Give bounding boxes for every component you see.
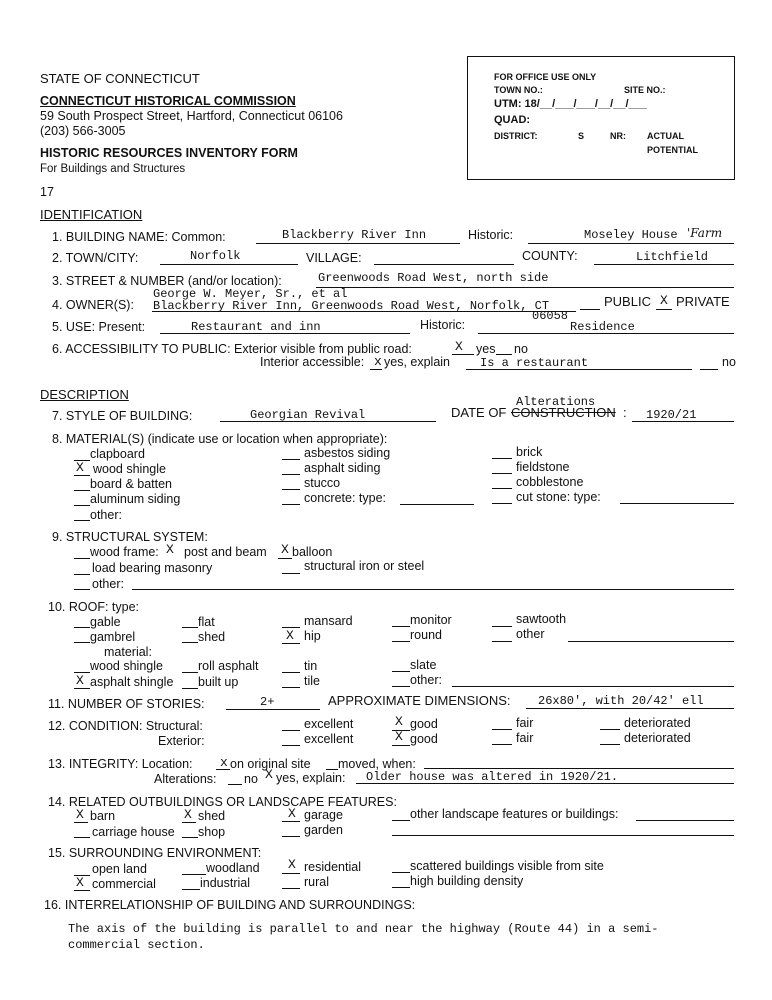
q12-s-fair: fair — [516, 716, 534, 730]
q8-brick: brick — [516, 445, 543, 459]
q7-style-value: Georgian Revival — [250, 408, 366, 422]
q12-s-good: good — [410, 717, 438, 731]
q10-slate-blank — [392, 671, 410, 672]
q3-label: 3. STREET & NUMBER (and/or location): — [52, 274, 282, 288]
q9-wood-frame: wood frame: — [90, 545, 159, 559]
q15-label: 15. SURROUNDING ENVIRONMENT: — [48, 846, 262, 860]
q9-balloon-mark: X — [281, 542, 289, 557]
q2-town-value: Norfolk — [190, 249, 241, 263]
q10-round: round — [410, 628, 442, 642]
q10-gambrel: gambrel — [90, 630, 136, 644]
q10-hip-mark: X — [286, 628, 294, 643]
q13-moved: moved, when: — [338, 757, 416, 771]
q14-carriage-blank — [74, 837, 90, 838]
q9-iron: structural iron or steel — [304, 559, 425, 573]
commission-phone: (203) 566-3005 — [40, 124, 126, 138]
q13-label: 13. INTEGRITY: Location: — [48, 757, 193, 771]
q12-e-deteriorated: deteriorated — [624, 731, 691, 745]
q8-wood-shingle-mark: X — [76, 460, 84, 475]
q8-concrete-blank — [282, 504, 300, 505]
q6-int-no-blank — [700, 369, 718, 370]
q5-historic-label: Historic: — [420, 318, 466, 332]
q15-scattered: scattered buildings visible from site — [410, 859, 604, 873]
q10-sawtooth: sawtooth — [516, 612, 567, 626]
q12-s-good-mark: X — [395, 714, 403, 729]
q4-private-mark: X — [660, 293, 668, 308]
q2-county-label: COUNTY: — [522, 249, 578, 263]
q8-aluminum: aluminum siding — [90, 492, 181, 506]
q13-explain-value: Older house was altered in 1920/21. — [366, 770, 619, 784]
q10-tin-blank — [282, 672, 300, 673]
q8-wood-shingle: wood shingle — [93, 462, 166, 476]
q8-wood-shingle-blank — [74, 475, 90, 476]
q8-asbestos: asbestos siding — [304, 446, 391, 460]
form-subtitle: For Buildings and Structures — [40, 163, 186, 175]
q10-roll: roll asphalt — [198, 659, 259, 673]
q7-date-value: 1920/21 — [646, 408, 697, 422]
q9-balloon: balloon — [292, 545, 333, 559]
q10-shed: shed — [198, 630, 226, 644]
q8-stucco-blank — [282, 489, 300, 490]
q10-flat: flat — [198, 615, 215, 629]
q14-carriage: carriage house — [92, 825, 175, 839]
q10-other2: other: — [410, 673, 442, 687]
q12-e-excellent-blank — [282, 745, 300, 746]
office-utm: UTM: 18/__/___/___/__/__/___ — [494, 98, 647, 110]
q6-int-yes: yes, explain — [384, 355, 451, 369]
q10-label: 10. ROOF: type: — [48, 600, 140, 614]
q9-other-blank — [74, 589, 90, 590]
q11-stories-line — [226, 709, 320, 710]
q10-other-line — [568, 641, 734, 642]
q7-alterations: Alterations — [516, 395, 596, 409]
q10-hip-blank — [282, 643, 300, 644]
q3-value: Greenwoods Road West, north side — [318, 271, 549, 285]
q6-interior-mark: x — [374, 354, 382, 369]
q14-barn-blank — [74, 822, 88, 823]
q10-other2-blank — [392, 686, 410, 687]
q14-other: other landscape features or buildings: — [410, 807, 619, 821]
q1-historic-value: Moseley House — [584, 228, 678, 242]
q15-woodland: woodland — [206, 861, 260, 875]
q12-s-deteriorated: deteriorated — [624, 716, 691, 730]
q10-other: other — [516, 627, 545, 641]
q2-label: 2. TOWN/CITY: — [52, 251, 139, 265]
q10-tin: tin — [304, 659, 318, 673]
q4-owner-address: Blackberry River Inn, Greenwoods Road West, Norfolk, CT — [153, 299, 550, 313]
q9-load-blank — [74, 574, 90, 575]
q1-historic-label: Historic: — [468, 228, 514, 242]
q14-garage-mark: X — [288, 806, 296, 821]
q15-woodland-blank — [182, 874, 206, 875]
q12-e-good-mark: X — [395, 729, 403, 744]
q8-brick-blank — [492, 458, 512, 459]
q15-industrial: industrial — [200, 876, 251, 890]
q8-other-blank — [74, 520, 90, 521]
q14-shed-mark: X — [184, 807, 192, 822]
office-title: FOR OFFICE USE ONLY — [494, 72, 597, 82]
q14-label: 14. RELATED OUTBUILDINGS OR LANDSCAPE FEATURES: — [48, 795, 397, 809]
q13-location-blank — [216, 769, 230, 770]
q13-yes-mark: X — [265, 767, 273, 782]
q6-explain-value: Is a restaurant — [480, 356, 589, 370]
q15-commercial: commercial — [92, 877, 156, 891]
q15-high-blank — [392, 887, 410, 888]
q14-shop: shop — [198, 825, 226, 839]
q8-concrete-type-line — [400, 504, 474, 505]
q12-label: 12. CONDITION: Structural: — [48, 719, 203, 733]
office-nr: NR: — [610, 131, 626, 141]
q8-asphalt: asphalt siding — [304, 461, 381, 475]
q8-cobblestone: cobblestone — [516, 475, 584, 489]
q12-e-fair: fair — [516, 731, 534, 745]
q4-private: PRIVATE — [676, 294, 730, 309]
q14-other-line2 — [392, 835, 734, 836]
q14-garage: garage — [304, 808, 343, 822]
q8-asbestos-blank — [282, 459, 300, 460]
q10-asphalt-shingle-blank — [74, 688, 90, 689]
q12-e-good-blank — [392, 745, 410, 746]
form-title: HISTORIC RESOURCES INVENTORY FORM — [40, 146, 298, 160]
q6-exterior-mark: X — [455, 339, 463, 354]
q15-open: open land — [92, 862, 147, 876]
q15-industrial-blank — [182, 889, 200, 890]
q10-wood-shingle: wood shingle — [90, 659, 163, 673]
q10-built: built up — [198, 675, 239, 689]
q14-barn: barn — [90, 809, 116, 823]
q15-high: high building density — [410, 874, 524, 888]
q6-int-no: no — [722, 355, 736, 369]
q10-flat-blank — [182, 627, 198, 628]
q3-line — [316, 287, 734, 288]
office-potential: POTENTIAL — [647, 145, 698, 155]
q10-gambrel-blank — [74, 642, 90, 643]
q11-label: 11. NUMBER OF STORIES: — [48, 697, 205, 711]
q10-round-blank — [392, 641, 410, 642]
q10-tile: tile — [304, 674, 320, 688]
q10-roll-blank — [182, 672, 198, 673]
q8-cobblestone-blank — [492, 488, 512, 489]
q1-common-line — [256, 243, 460, 244]
q6-yes-blank — [452, 354, 474, 355]
q14-other-line — [636, 820, 734, 821]
q8-concrete: concrete: type: — [304, 491, 386, 505]
q13-alterations-label: Alterations: — [154, 772, 217, 786]
q7-label: 7. STYLE OF BUILDING: — [52, 409, 193, 423]
q12-exterior-label: Exterior: — [158, 734, 205, 748]
q10-monitor-blank — [392, 626, 410, 627]
q15-rural: rural — [304, 875, 330, 889]
office-site-no: SITE NO.: — [624, 85, 666, 95]
q16-label: 16. INTERRELATIONSHIP OF BUILDING AND SURROUNDINGS: — [44, 898, 416, 912]
q8-board-blank — [74, 490, 90, 491]
q15-scattered-blank — [392, 872, 410, 873]
q8-cutstone-blank — [492, 503, 512, 504]
q12-e-excellent: excellent — [304, 732, 354, 746]
q12-e-fair-blank — [492, 744, 512, 745]
q2-village-line — [374, 264, 514, 265]
q10-gable: gable — [90, 615, 121, 629]
office-town-no: TOWN NO.: — [494, 85, 543, 95]
q12-s-excellent: excellent — [304, 717, 354, 731]
state-title: STATE OF CONNECTICUT — [40, 71, 200, 86]
q9-balloon-blank — [278, 558, 292, 559]
q4-owner-name: George W. Meyer, Sr., et al — [153, 287, 348, 301]
q8-label: 8. MATERIAL(S) (indicate use or location when appropriate): — [52, 432, 388, 446]
q15-commercial-mark: X — [76, 875, 84, 890]
q6-int-yes-blank — [370, 369, 382, 370]
q13-original: on original site — [230, 757, 311, 771]
q8-fieldstone-blank — [492, 473, 512, 474]
q12-s-excellent-blank — [282, 730, 300, 731]
q2-county-line — [594, 264, 734, 265]
q8-stucco: stucco — [304, 476, 341, 490]
q15-rural-blank — [282, 888, 300, 889]
q13-yes: yes, explain: — [276, 771, 346, 785]
q1-historic-line — [528, 243, 734, 244]
q4-label: 4. OWNER(S): — [52, 298, 134, 312]
q4-line — [152, 311, 576, 312]
q9-label: 9. STRUCTURAL SYSTEM: — [52, 530, 208, 544]
q14-garden-blank — [282, 836, 300, 837]
q13-location-mark: x — [220, 755, 228, 770]
q9-load: load bearing masonry — [92, 561, 213, 575]
q10-sawtooth-blank — [492, 626, 512, 627]
q10-asphalt-shingle-mark: X — [76, 673, 84, 688]
q12-e-deteriorated-blank — [600, 744, 620, 745]
q8-aluminum-blank — [74, 505, 90, 506]
q12-s-deteriorated-blank — [600, 729, 620, 730]
office-district: DISTRICT: — [494, 131, 538, 141]
q8-other: other: — [90, 508, 122, 522]
q7-date-label: DATE OF — [451, 405, 507, 420]
q6-yes: yes — [476, 342, 496, 356]
description-heading: DESCRIPTION — [40, 387, 129, 402]
q10-slate: slate — [410, 658, 437, 672]
office-s: S — [578, 131, 585, 141]
q14-shed-blank — [182, 822, 196, 823]
q14-garden: garden — [304, 823, 343, 837]
q10-material: material: — [104, 645, 152, 659]
q14-shed: shed — [198, 809, 226, 823]
q4-public-blank — [580, 309, 600, 310]
q7-colon: : — [623, 405, 627, 420]
q10-other2-line — [452, 686, 734, 687]
q14-other-blank — [392, 820, 410, 821]
q2-town-line — [160, 264, 298, 265]
q6-no-blank — [496, 354, 512, 355]
q1-label: 1. BUILDING NAME: Common: — [52, 230, 226, 244]
q13-no: no — [244, 772, 258, 786]
q1-handwritten-note: 'Farm — [687, 226, 723, 240]
q8-cutstone: cut stone: type: — [516, 490, 601, 504]
q10-asphalt-shingle: asphalt shingle — [90, 675, 174, 689]
q8-cutstone-type-line — [620, 503, 734, 504]
q10-monitor: monitor — [410, 613, 452, 627]
q14-shop-blank — [182, 837, 198, 838]
q4-zip: 06058 — [532, 309, 569, 323]
q8-clapboard: clapboard — [90, 447, 145, 461]
q11-dim-label: APPROXIMATE DIMENSIONS: — [328, 693, 511, 708]
q5-historic-value: Residence — [570, 320, 635, 334]
q13-moved-blank — [326, 769, 338, 770]
q10-tile-blank — [282, 687, 300, 688]
q12-e-good: good — [410, 732, 438, 746]
q9-post-mark: X — [166, 542, 174, 557]
q15-commercial-blank — [74, 890, 90, 891]
q4-public: PUBLIC — [604, 294, 651, 309]
q8-fieldstone: fieldstone — [516, 460, 570, 474]
q10-mansard: mansard — [304, 614, 353, 628]
q1-common-value: Blackberry River Inn — [282, 228, 427, 242]
form-number: 17 — [40, 185, 54, 199]
q2-village-label: VILLAGE: — [306, 251, 362, 265]
q6-interior-label: Interior accessible: — [260, 355, 365, 369]
q11-dim-value: 26x80', with 20/42' ell — [538, 694, 704, 708]
q9-post: post and beam — [184, 545, 267, 559]
q11-dim-line — [526, 708, 734, 709]
q14-barn-mark: X — [76, 807, 84, 822]
q10-gable-blank — [74, 627, 90, 628]
q14-garage-blank — [282, 821, 300, 822]
q10-other-blank — [492, 641, 512, 642]
q9-other-line — [132, 589, 734, 590]
q16-text-line-2: commercial section. — [68, 938, 205, 952]
q10-shed-blank — [182, 642, 198, 643]
q15-residential-mark: X — [288, 857, 296, 872]
office-quad: QUAD: — [494, 114, 531, 126]
q15-residential: residential — [304, 860, 361, 874]
identification-heading: IDENTIFICATION — [40, 207, 143, 222]
q10-built-blank — [182, 688, 198, 689]
office-actual: ACTUAL — [647, 131, 684, 141]
q4-private-blank — [656, 309, 672, 310]
q2-county-value: Litchfield — [636, 250, 709, 264]
q8-board: board & batten — [90, 477, 173, 491]
q9-wood-frame-blank — [74, 558, 90, 559]
q11-stories-value: 2+ — [260, 695, 275, 709]
q15-residential-blank — [282, 873, 300, 874]
commission-address: 59 South Prospect Street, Hartford, Connecticut 06106 — [40, 109, 343, 123]
q6-label: 6. ACCESSIBILITY TO PUBLIC: Exterior visible from public road: — [52, 342, 412, 356]
commission-name: CONNECTICUT HISTORICAL COMMISSION — [40, 94, 296, 108]
q6-no: no — [514, 342, 528, 356]
q16-text-line-1: The axis of the building is parallel to and near the highway (Route 44) in a semi- — [68, 922, 659, 936]
q8-asphalt-blank — [282, 474, 300, 475]
q10-hip: hip — [304, 629, 321, 643]
q5-present-value: Restaurant and inn — [191, 320, 321, 334]
q12-s-fair-blank — [492, 729, 512, 730]
q9-other: other: — [92, 577, 124, 591]
q7-struck-construction: CONSTRUCTION — [511, 405, 616, 420]
q5-label: 5. USE: Present: — [52, 320, 146, 334]
q13-no-blank — [228, 784, 242, 785]
q13-moved-line — [424, 768, 734, 769]
q9-iron-blank — [282, 573, 300, 574]
